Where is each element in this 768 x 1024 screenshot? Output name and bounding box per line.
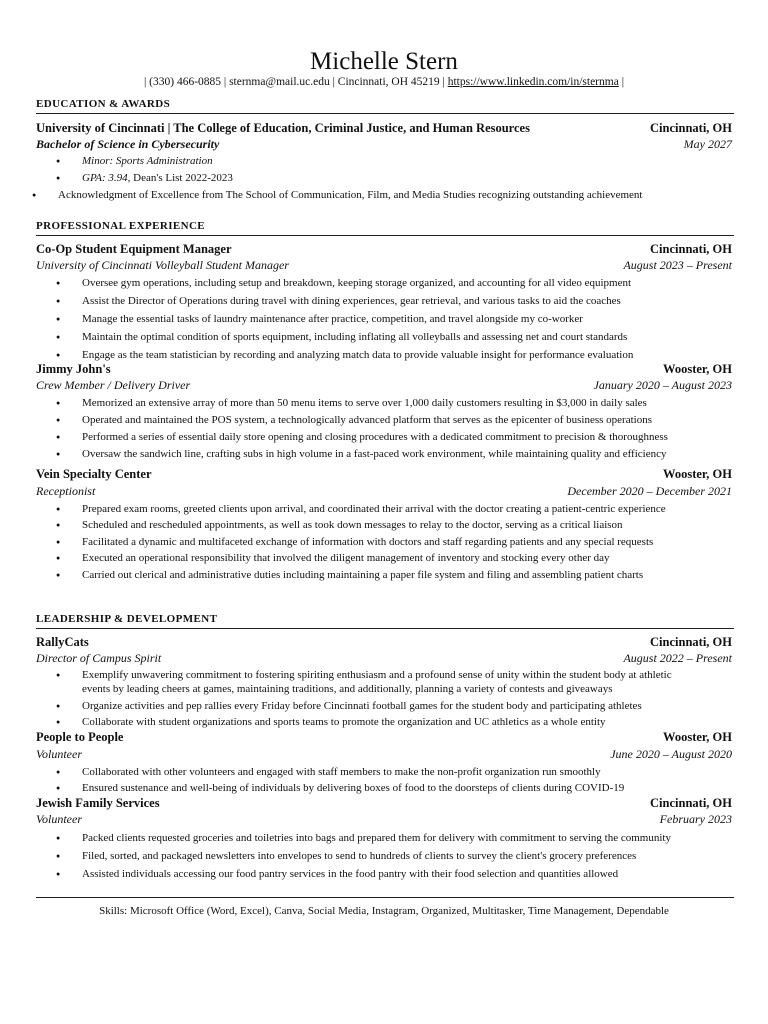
job-bullet: [60, 396, 736, 410]
bullet-text: ● Collaborated with other volunteers and engaged with staff members to make the non-profit organization run smoothly: [82, 766, 601, 778]
job-location: Cincinnati, OH: [650, 242, 732, 256]
job-bullet: [60, 568, 736, 582]
org-name: RallyCats: [36, 635, 89, 649]
skills-divider: [36, 897, 734, 898]
bullet-text: ● Ensured sustenance and well-being of individuals by delivering boxes of food to the doorsteps of clients during COVID-19: [82, 782, 625, 794]
job-bullet: [60, 518, 736, 532]
job-role: University of Cincinnati Volleyball Student Manager: [36, 258, 289, 272]
org-bullet: [60, 668, 680, 696]
job-role: Crew Member / Delivery Driver: [36, 378, 191, 392]
education-deans-list: Dean's List 2022-2023: [130, 172, 233, 184]
job-bullet: [60, 413, 736, 427]
job-bullet: [60, 330, 736, 344]
bullet-text: ● Oversaw the sandwich line, crafting subs in high volume in a fast-paced work environment, while maintaining quality and efficiency: [82, 448, 667, 460]
job-location: Wooster, OH: [663, 362, 732, 376]
org-bullet: [60, 765, 736, 779]
job-title: Co-Op Student Equipment Manager: [36, 242, 232, 256]
bullet-text: ● Manage the essential tasks of laundry maintenance after practice, competition, and travel alongside my co-worker: [82, 313, 583, 325]
org-location: Cincinnati, OH: [650, 796, 732, 810]
org-bullet: [60, 781, 736, 795]
candidate-name: Michelle Stern: [310, 48, 458, 75]
education-heading: EDUCATION & AWARDS: [36, 98, 171, 110]
bullet-text: ● Carried out clerical and administrative duties including maintaining a paper file system and filing and assembling patient charts: [82, 569, 644, 581]
org-name: Jewish Family Services: [36, 796, 160, 810]
contact-details: | (330) 466-0885 | sternma@mail.uc.edu | Cincinnati, OH 45219 |: [143, 76, 448, 88]
org-role: Director of Campus Spirit: [36, 651, 162, 665]
bullet-text: ● Operated and maintained the POS system, a technologically advanced platform that serves as the epicenter of business operations: [82, 414, 652, 426]
bullet-text: ● Filed, sorted, and packaged newsletters into envelopes to send to hundreds of clients to survey the client's grocery preferences: [82, 850, 637, 862]
org-date: February 2023: [659, 812, 732, 826]
org-bullet: [60, 849, 736, 863]
bullet-text: ● Scheduled and rescheduled appointments, as well as took down messages to relay to the doctor, serving as a critical liaison: [82, 519, 623, 531]
job-bullet: [60, 502, 736, 516]
job-bullet: [60, 276, 736, 290]
leadership-heading: LEADERSHIP & DEVELOPMENT: [36, 613, 218, 625]
job-bullet: [60, 312, 736, 326]
job-title: Vein Specialty Center: [36, 467, 152, 481]
org-bullet: [60, 831, 736, 845]
education-divider: [36, 113, 734, 114]
bullet-text: ● Collaborate with student organizations and sports teams to promote the organization and UC athletics as a whole entity: [82, 716, 606, 728]
bullet-text: ● Memorized an extensive array of more than 50 menu items to serve over 1,000 daily customers resulting in $3,000 in daily sales: [82, 397, 647, 409]
bullet-text: ● Organize activities and pep rallies every Friday before Cincinnati football games for the student body and participating athletes: [82, 700, 642, 712]
contact-suffix: |: [618, 76, 625, 88]
job-date: August 2023 – Present: [623, 258, 732, 272]
org-role: Volunteer: [36, 747, 82, 761]
contact-line: [0, 75, 768, 89]
job-location: Wooster, OH: [663, 467, 732, 481]
bullet-text: ● Exemplify unwavering commitment to fostering spiriting enthusiasm and a profound sense of unity within the student body at athletic events by leading cheers at games, maintaining traditions, and additionally, planning a variety of contests and giveaways: [82, 669, 672, 695]
bullet-text: ● Assist the Director of Operations during travel with dining experiences, gear retrieval, and various tasks to aid the coaches: [82, 295, 621, 307]
bullet-text: ● Assisted individuals accessing our food pantry services in the food pantry with their food selection and quantities allowed: [82, 868, 619, 880]
bullet-text: ● Oversee gym operations, including setup and breakdown, keeping storage organized, and accounting for all video equipment: [82, 277, 632, 289]
experience-divider: [36, 235, 734, 236]
job-bullet: [60, 551, 736, 565]
job-bullet: [60, 348, 736, 362]
education-bullet: [36, 188, 736, 202]
org-bullet: [60, 699, 736, 713]
linkedin-link[interactable]: https://www.linkedin.com/in/sternma: [447, 76, 619, 88]
education-bullet: [60, 154, 736, 168]
job-date: December 2020 – December 2021: [567, 484, 732, 498]
job-role: Receptionist: [36, 484, 96, 498]
org-date: August 2022 – Present: [623, 651, 732, 665]
job-bullet: [60, 294, 736, 308]
org-bullet: [60, 715, 736, 729]
org-name: People to People: [36, 730, 124, 744]
job-title: Jimmy John's: [36, 362, 111, 376]
org-bullet: [60, 867, 736, 881]
org-date: June 2020 – August 2020: [610, 747, 732, 761]
education-gpa: GPA: 3.94,: [82, 172, 131, 184]
education-degree: Bachelor of Science in Cybersecurity: [36, 137, 220, 151]
org-location: Cincinnati, OH: [650, 635, 732, 649]
bullet-text: ● Packed clients requested groceries and toiletries into bags and prepared them for delivery with commitment to serving the community: [82, 832, 671, 844]
bullet-text: ● Prepared exam rooms, greeted clients upon arrival, and coordinated their arrival with the doctor creating a patient-centric experience: [82, 503, 666, 515]
education-location: Cincinnati, OH: [650, 121, 732, 135]
bullet-text: ● Engage as the team statistician by recording and analyzing match data to provide valuable insight for performance evaluation: [82, 349, 634, 361]
education-school: University of Cincinnati | The College of Education, Criminal Justice, and Human Resources: [36, 121, 530, 135]
experience-heading: PROFESSIONAL EXPERIENCE: [36, 220, 206, 232]
job-bullet: [60, 447, 736, 461]
education-bullet: [60, 171, 736, 185]
bullet-text: ● Performed a series of essential daily store opening and closing procedures with a dedicated commitment to precision & thoroughness: [82, 431, 668, 443]
job-bullet: [60, 535, 736, 549]
job-bullet: [60, 430, 736, 444]
org-location: Wooster, OH: [663, 730, 732, 744]
job-date: January 2020 – August 2023: [593, 378, 732, 392]
bullet-text: ● Maintain the optimal condition of sports equipment, including inflating all volleyballs and assessing net and court standards: [82, 331, 628, 343]
bullet-text: ● Executed an operational responsibility that involved the diligent management of inventory and stocking every other day: [82, 552, 610, 564]
education-date: May 2027: [683, 137, 732, 151]
org-role: Volunteer: [36, 812, 82, 826]
bullet-text: ● Facilitated a dynamic and multifaceted exchange of information with doctors and staff regarding patients and any special requests: [82, 536, 654, 548]
education-award: ● Acknowledgment of Excellence from The School of Communication, Film, and Media Studies recognizing outstanding achievement: [58, 189, 643, 201]
leadership-divider: [36, 628, 734, 629]
skills-line: Skills: Microsoft Office (Word, Excel), Canva, Social Media, Instagram, Organized, Multitasker, Time Management, Dependable: [99, 905, 669, 917]
education-minor: ● Minor: Sports Administration: [82, 155, 213, 167]
